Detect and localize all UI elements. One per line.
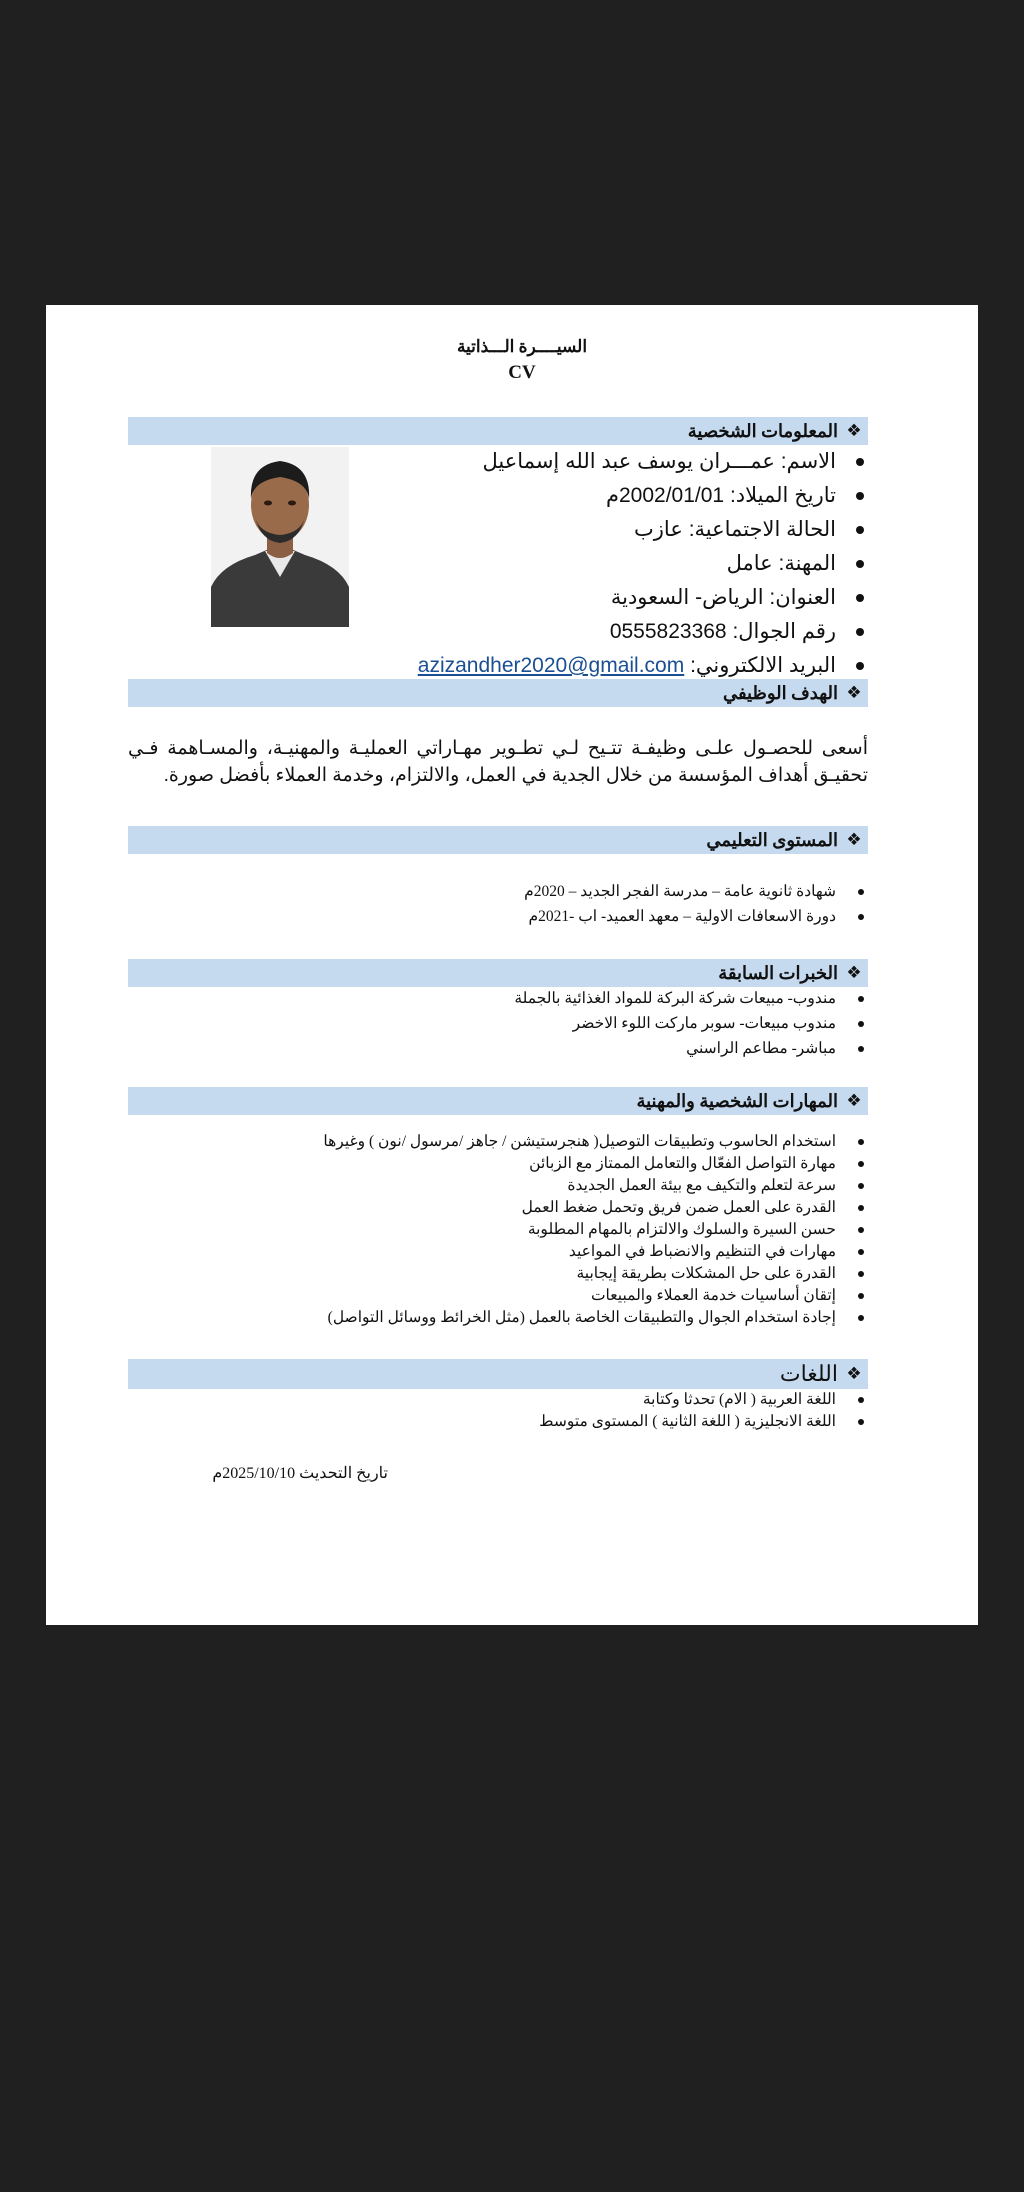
- objective-text: أسعى للحصـول علـى وظيفـة تتـيح لـي تطـوير مهـاراتي العمليـة والمهنيـة، والمسـاهمة فـي تحقيـق أهداف المؤسسة من خلال الجدية في العمل، والالتزام، وخدمة العملاء بأفضل صورة.: [128, 738, 868, 786]
- bullet-icon: [858, 996, 864, 1002]
- diamond-bullet-icon: ❖: [846, 1364, 862, 1383]
- list-item: إجادة استخدام الجوال والتطبيقات الخاصة بالعمل (مثل الخرائط ووسائل التواصل): [128, 1307, 868, 1329]
- section-title: الهدف الوظيفي: [722, 682, 838, 703]
- list-item: اللغة الانجليزية ( اللغة الثانية ) المستوى متوسط: [128, 1411, 868, 1433]
- bullet-icon: [856, 492, 864, 500]
- list-item: استخدام الحاسوب وتطبيقات التوصيل( هنجرستيشن / جاهز /مرسول /نون ) وغيرها: [128, 1131, 868, 1153]
- section-title: الخبرات السابقة: [718, 962, 838, 983]
- diamond-bullet-icon: ❖: [846, 830, 862, 849]
- experience-list: [128, 986, 868, 1061]
- update-date: تاريخ التحديث 2025/10/10م: [212, 1465, 388, 1482]
- bullet-icon: [856, 560, 864, 568]
- diamond-bullet-icon: ❖: [846, 1091, 862, 1110]
- bullet-icon: [858, 1293, 864, 1299]
- section-title: المهارات الشخصية والمهنية: [636, 1090, 838, 1111]
- diamond-bullet-icon: ❖: [846, 421, 862, 440]
- list-item: الحالة الاجتماعية: عازب: [128, 513, 868, 547]
- bullet-icon: [858, 1249, 864, 1255]
- list-item: شهادة ثانوية عامة – مدرسة الفجر الجديد – 2020م: [128, 879, 868, 904]
- section-personal-info: [128, 417, 868, 445]
- email-link[interactable]: azizandher2020@gmail.com: [417, 654, 685, 677]
- list-item: مهارة التواصل الفعّال والتعامل الممتاز مع الزبائن: [128, 1153, 868, 1175]
- list-item: اللغة العربية ( الام) تحدثا وكتابة: [128, 1389, 868, 1411]
- languages-list: [128, 1389, 868, 1433]
- section-skills: [128, 1087, 868, 1115]
- bullet-icon: [858, 1397, 864, 1403]
- diamond-bullet-icon: ❖: [846, 683, 862, 702]
- list-item: القدرة على العمل ضمن فريق وتحمل ضغط العمل: [128, 1197, 868, 1219]
- bullet-icon: [858, 1271, 864, 1277]
- list-item: مندوب مبيعات- سوبر ماركت اللوء الاخضر: [128, 1011, 868, 1036]
- section-title: المستوى التعليمي: [706, 829, 838, 850]
- section-title: المعلومات الشخصية: [687, 420, 838, 441]
- education-list: [128, 879, 868, 929]
- cv-page: [46, 305, 978, 1625]
- bullet-icon: [858, 1419, 864, 1425]
- list-item: الاسم: عمـــران يوسف عبد الله إسماعيل: [128, 445, 868, 479]
- email-item: [128, 649, 868, 683]
- list-item: رقم الجوال: 0555823368: [128, 615, 868, 649]
- bullet-icon: [856, 662, 864, 670]
- email-label: البريد الالكتروني:: [690, 654, 836, 677]
- bullet-icon: [858, 1315, 864, 1321]
- list-item: دورة الاسعافات الاولية – معهد العميد- اب -2021م: [128, 904, 868, 929]
- list-item: تاريخ الميلاد: 2002/01/01م: [128, 479, 868, 513]
- bullet-icon: [858, 1205, 864, 1211]
- list-item: القدرة على حل المشكلات بطريقة إيجابية: [128, 1263, 868, 1285]
- skills-list: [128, 1131, 868, 1329]
- list-item: حسن السيرة والسلوك والالتزام بالمهام المطلوبة: [128, 1219, 868, 1241]
- cv-title-arabic: السيــــرة الـــذاتية: [456, 337, 588, 356]
- bullet-icon: [856, 628, 864, 636]
- section-title: اللغات: [779, 1361, 838, 1386]
- bullet-icon: [858, 1046, 864, 1052]
- bullet-icon: [858, 1021, 864, 1027]
- list-item: إتقان أساسيات خدمة العملاء والمبيعات: [128, 1285, 868, 1307]
- list-item: سرعة لتعلم والتكيف مع بيئة العمل الجديدة: [128, 1175, 868, 1197]
- list-item: مهارات في التنظيم والانضباط في المواعيد: [128, 1241, 868, 1263]
- diamond-bullet-icon: ❖: [846, 963, 862, 982]
- list-item: مباشر- مطاعم الراسني: [128, 1036, 868, 1061]
- bullet-icon: [858, 1139, 864, 1145]
- bullet-icon: [858, 914, 864, 920]
- section-objective: [128, 679, 868, 707]
- list-item: العنوان: الرياض- السعودية: [128, 581, 868, 615]
- section-education: [128, 826, 868, 854]
- section-experience: [128, 959, 868, 987]
- bullet-icon: [858, 1183, 864, 1189]
- list-item: مندوب- مبيعات شركة البركة للمواد الغذائية بالجملة: [128, 986, 868, 1011]
- section-languages: [128, 1359, 868, 1389]
- bullet-icon: [856, 594, 864, 602]
- cv-title-english: CV: [508, 362, 536, 383]
- personal-info-list: [128, 445, 868, 683]
- bullet-icon: [856, 458, 864, 466]
- bullet-icon: [858, 889, 864, 895]
- list-item: المهنة: عامل: [128, 547, 868, 581]
- bullet-icon: [858, 1227, 864, 1233]
- bullet-icon: [856, 526, 864, 534]
- bullet-icon: [858, 1161, 864, 1167]
